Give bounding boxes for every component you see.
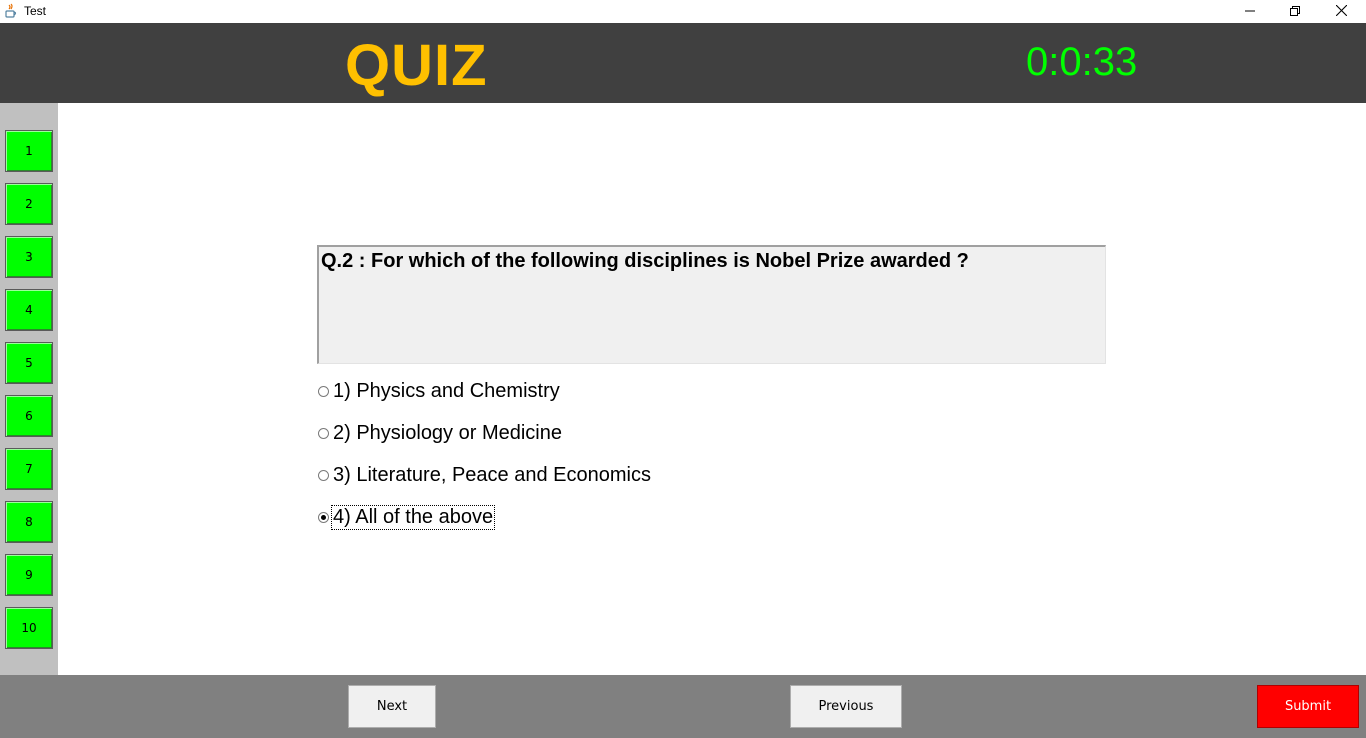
question-nav-button[interactable]: 5 xyxy=(5,342,53,384)
minimize-button[interactable] xyxy=(1227,0,1273,23)
question-nav-button[interactable]: 10 xyxy=(5,607,53,649)
next-button[interactable]: Next xyxy=(348,685,436,728)
radio-button[interactable] xyxy=(318,470,329,481)
answer-option-label: 1) Physics and Chemistry xyxy=(333,379,560,402)
question-nav-sidebar xyxy=(0,103,58,675)
question-nav-button[interactable]: 1 xyxy=(5,130,53,172)
window-titlebar xyxy=(0,0,1366,23)
footer-bar xyxy=(0,675,1366,738)
answer-option-label: 2) Physiology or Medicine xyxy=(333,421,562,444)
window-title: Test xyxy=(24,4,47,18)
minimize-icon xyxy=(1245,3,1255,21)
header-bar xyxy=(0,23,1366,103)
answer-option[interactable] xyxy=(317,378,561,404)
question-nav-button[interactable]: 3 xyxy=(5,236,53,278)
answer-option-label: 4) All of the above xyxy=(333,505,494,528)
question-nav-button[interactable]: 2 xyxy=(5,183,53,225)
radio-button[interactable] xyxy=(318,512,329,523)
radio-button[interactable] xyxy=(318,428,329,439)
submit-button[interactable]: Submit xyxy=(1257,685,1359,728)
question-nav-button[interactable]: 9 xyxy=(5,554,53,596)
maximize-button[interactable] xyxy=(1272,0,1318,23)
question-text-area xyxy=(317,245,1106,364)
answer-option[interactable] xyxy=(317,420,563,446)
quiz-title: QUIZ xyxy=(345,33,488,98)
java-cup-icon xyxy=(3,3,19,19)
question-text: Q.2 : For which of the following disciplines is Nobel Prize awarded ? xyxy=(321,250,969,272)
question-nav-button[interactable]: 4 xyxy=(5,289,53,331)
close-icon xyxy=(1336,3,1347,21)
timer-display: 0:0:33 xyxy=(1026,40,1138,84)
question-nav-button[interactable]: 8 xyxy=(5,501,53,543)
question-nav-button[interactable]: 6 xyxy=(5,395,53,437)
close-button[interactable] xyxy=(1318,0,1364,23)
answer-option-label: 3) Literature, Peace and Economics xyxy=(333,463,651,486)
previous-button[interactable]: Previous xyxy=(790,685,902,728)
answer-option[interactable] xyxy=(317,504,494,530)
restore-icon xyxy=(1290,3,1300,21)
question-nav-button[interactable]: 7 xyxy=(5,448,53,490)
answer-option[interactable] xyxy=(317,462,652,488)
radio-button[interactable] xyxy=(318,386,329,397)
